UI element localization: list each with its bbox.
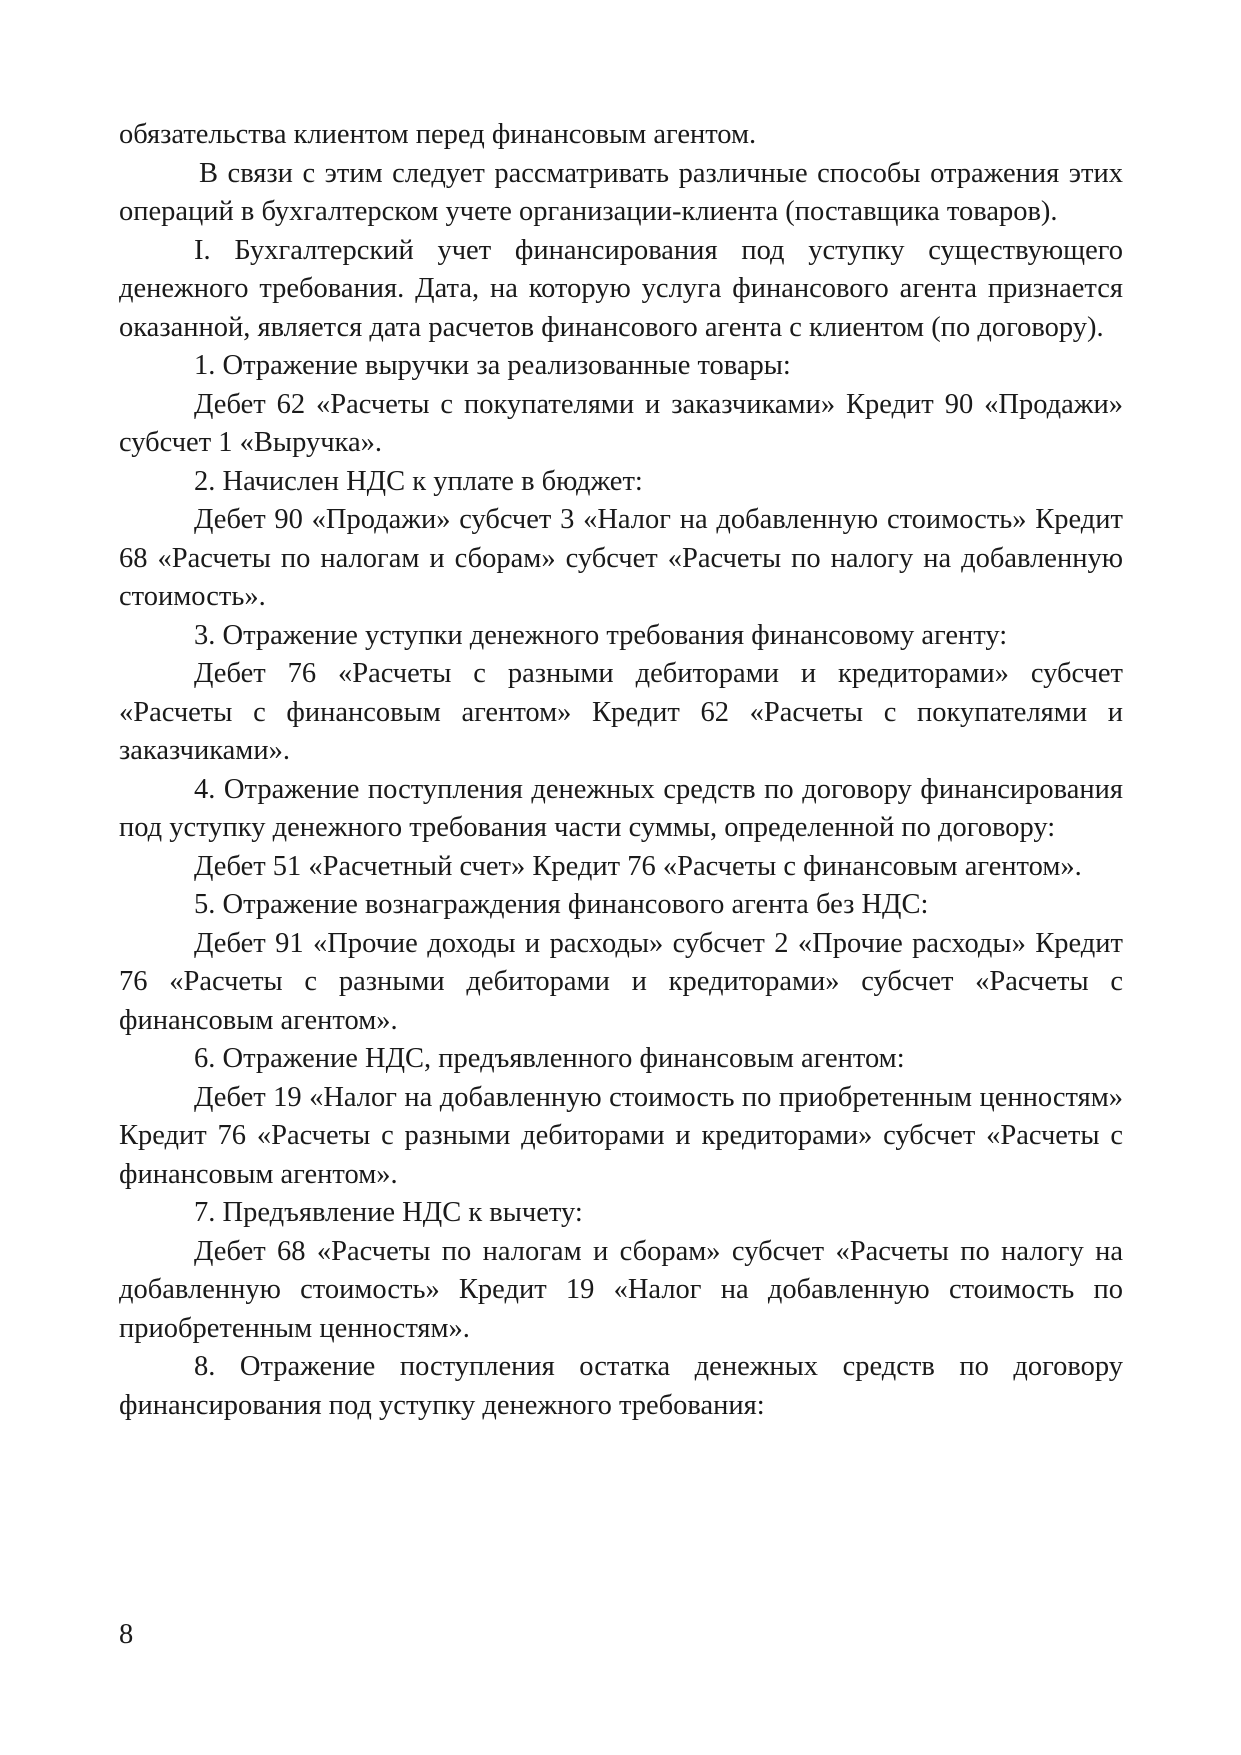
entry-1: Дебет 62 «Расчеты с покупателями и заказчиками» Кредит 90 «Продажи» субсчет 1 «Выручка».	[119, 388, 1123, 458]
entry-2: Дебет 90 «Продажи» субсчет 3 «Налог на добавленную стоимость» Кредит 68 «Расчеты по налогам и сборам» субсчет «Расчеты по налогу на добавленную стоимость».	[119, 504, 1123, 612]
entry-5: Дебет 91 «Прочие доходы и расходы» субсчет 2 «Прочие расходы» Кредит 76 «Расчеты с разными дебиторами и кредиторами» субсчет «Расчеты с финансовым агентом».	[119, 927, 1123, 1036]
list-item-5: 5. Отражение вознаграждения финансового агента без НДС:	[194, 889, 929, 920]
list-item-8: 8. Отражение поступления остатка денежных средств по договору финансирования под уступку денежного требования:	[119, 1351, 1123, 1421]
list-item-2: 2. Начислен НДС к уплате в бюджет:	[194, 465, 643, 497]
entry-4: Дебет 51 «Расчетный счет» Кредит 76 «Расчеты с финансовым агентом».	[194, 850, 1082, 882]
paragraph-continuation: обязательства клиентом перед финансовым агентом.	[119, 119, 757, 150]
paragraph-intro: В связи с этим следует рассматривать различные способы отражения этих операций в бухгалтерском учете организации-клиента (поставщика товаров).	[119, 157, 1123, 227]
list-item-6: 6. Отражение НДС, предъявленного финансовым агентом:	[194, 1043, 905, 1074]
document-body	[119, 116, 1123, 1425]
list-item-7: 7. Предъявление НДС к вычету:	[194, 1197, 583, 1228]
list-item-3: 3. Отражение уступки денежного требования финансовому агенту:	[194, 619, 1008, 651]
entry-3: Дебет 76 «Расчеты с разными дебиторами и кредиторами» субсчет «Расчеты с финансовым агентом» Кредит 62 «Расчеты с покупателями и заказчиками».	[119, 658, 1123, 766]
list-item-4: 4. Отражение поступления денежных средств по договору финансирования под уступку денежного требования части суммы, определенной по договору:	[119, 773, 1123, 843]
page-number: 8	[119, 1619, 134, 1650]
entry-6: Дебет 19 «Налог на добавленную стоимость по приобретенным ценностям» Кредит 76 «Расчеты с разными дебиторами и кредиторами» субсчет «Расчеты с финансовым агентом».	[119, 1081, 1123, 1190]
paragraph-section-title: I. Бухгалтерский учет финансирования под уступку существующего денежного требования. Дата, на которую услуга финансового агента признается оказанной, является дата расчетов финансового агента с клиентом (по договору).	[119, 234, 1123, 343]
list-item-1: 1. Отражение выручки за реализованные товары:	[194, 350, 791, 381]
entry-7: Дебет 68 «Расчеты по налогам и сборам» субсчет «Расчеты по налогу на добавленную стоимость» Кредит 19 «Налог на добавленную стоимость по приобретенным ценностям».	[119, 1235, 1123, 1344]
